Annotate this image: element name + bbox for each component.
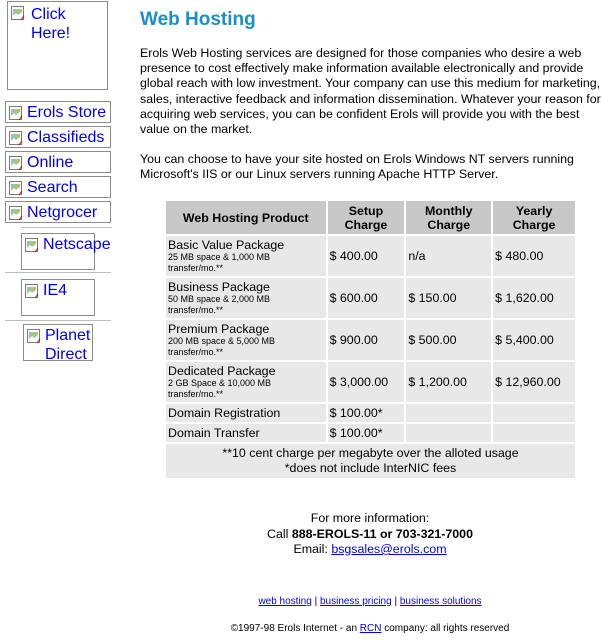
browser-label: Planet Direct	[45, 327, 91, 363]
email-link[interactable]: bsgsales@erols.com	[331, 542, 447, 556]
intro-paragraph: Erols Web Hosting services are designed for those companies who desire a web presence to cost effectively make information available electronically and provide global reach with low investment. Your company can use this medium for marketing, sales, interactive feedback and information dissemination. Whatever your reason for acquiring web services, you can be confident Erols will provide you with the best value on the market.	[140, 46, 601, 137]
footer-link-web-hosting[interactable]: web hosting	[258, 596, 312, 607]
empty-cell	[493, 404, 575, 422]
column-header: Monthly Charge	[406, 201, 491, 234]
product-cell	[166, 362, 326, 402]
table-row	[166, 278, 575, 318]
broken-image-icon	[25, 284, 39, 298]
footer-link-business-pricing[interactable]: business pricing	[319, 596, 392, 607]
monthly-cell: n/a	[406, 236, 491, 276]
setup-cell: $ 900.00	[328, 320, 405, 360]
table-row	[166, 424, 575, 442]
column-header: Yearly Charge	[493, 201, 575, 234]
column-header: Web Hosting Product	[166, 201, 326, 234]
click-here-label: Click Here!	[31, 6, 71, 42]
footnote-cell	[166, 444, 575, 478]
hosting-paragraph: You can choose to have your site hosted on Erols Windows NT servers running Microsoft's IIS or our Linux servers running Apache HTTP Server.	[140, 152, 574, 182]
broken-image-icon	[9, 181, 23, 195]
product-name: Dedicated Package	[168, 364, 276, 378]
product-name: Basic Value Package	[168, 238, 285, 252]
table-row	[166, 362, 575, 402]
empty-cell	[406, 424, 491, 442]
product-desc: 200 MB space & 5,000 MB transfer/mo.**	[168, 336, 276, 357]
link-separator: |	[311, 596, 320, 607]
setup-cell: $ 400.00	[328, 236, 405, 276]
footnote-internic: *does not include InterNIC fees	[284, 461, 457, 475]
call-prefix: Call	[267, 526, 292, 541]
footer-link-business-solutions[interactable]: business solutions	[399, 596, 482, 607]
product-name: Domain Transfer	[166, 424, 326, 442]
table-footnote-row	[166, 444, 575, 478]
broken-image-icon	[25, 238, 39, 252]
nav-divider	[5, 272, 111, 273]
contact-heading: For more information:	[310, 511, 430, 525]
nav-label: Online	[27, 154, 74, 171]
browser-label: Netscape	[43, 236, 111, 253]
rcn-link[interactable]: RCN	[359, 623, 382, 634]
nav-search[interactable]	[5, 176, 111, 198]
click-here-banner[interactable]	[7, 1, 108, 90]
setup-cell: $ 600.00	[328, 278, 405, 318]
copyright-suffix: company: all rights reserved	[381, 623, 510, 634]
copyright-prefix: ©1997-98 Erols Internet - an	[230, 623, 360, 634]
pricing-table	[164, 199, 577, 480]
table-header-row	[166, 201, 575, 234]
empty-cell	[406, 404, 491, 422]
product-name: Domain Registration	[166, 404, 326, 422]
copyright	[140, 623, 600, 634]
monthly-cell: $ 150.00	[406, 278, 491, 318]
product-desc: 25 MB space & 1,000 MB transfer/mo.**	[168, 252, 271, 273]
nav-label: Netgrocer	[27, 204, 98, 221]
product-name: Premium Package	[168, 322, 270, 336]
broken-image-icon	[11, 6, 25, 20]
product-desc: 50 MB space & 2,000 MB transfer/mo.**	[168, 294, 271, 315]
broken-image-icon	[27, 329, 41, 343]
product-cell	[166, 278, 326, 318]
nav-divider	[21, 227, 112, 228]
nav-erols-store[interactable]	[5, 101, 111, 123]
yearly-cell: $ 12,960.00	[493, 362, 575, 402]
page-title: Web Hosting	[140, 9, 256, 30]
yearly-cell: $ 480.00	[493, 236, 575, 276]
column-header: Setup Charge	[328, 201, 405, 234]
nav-label: Classifieds	[27, 129, 105, 146]
broken-image-icon	[9, 106, 23, 120]
yearly-cell: $ 1,620.00	[493, 278, 575, 318]
monthly-cell: $ 500.00	[406, 320, 491, 360]
contact-block	[140, 511, 600, 558]
setup-cell: $ 100.00*	[328, 424, 405, 442]
yearly-cell: $ 5,400.00	[493, 320, 575, 360]
table-row	[166, 236, 575, 276]
nav-netgrocer[interactable]	[5, 201, 111, 223]
product-desc: 2 GB Space & 10,000 MB transfer/mo.**	[168, 378, 272, 399]
setup-cell: $ 3,000.00	[328, 362, 405, 402]
planet-direct-button[interactable]	[23, 324, 93, 361]
footer-links	[140, 596, 600, 607]
phone-numbers: 888-EROLS-11 or 703-321-7000	[291, 526, 473, 541]
broken-image-icon	[9, 206, 23, 220]
ie4-download-button[interactable]	[21, 279, 95, 316]
nav-divider	[5, 320, 111, 321]
nav-online[interactable]	[5, 151, 111, 173]
footnote-usage: **10 cent charge per megabyte over the alloted usage	[222, 446, 519, 460]
netscape-download-button[interactable]	[21, 233, 111, 270]
nav-classifieds[interactable]	[5, 126, 111, 148]
link-separator: |	[391, 596, 400, 607]
monthly-cell: $ 1,200.00	[406, 362, 491, 402]
email-prefix: Email:	[293, 542, 332, 556]
product-cell	[166, 236, 326, 276]
broken-image-icon	[9, 156, 23, 170]
product-cell	[166, 320, 326, 360]
broken-image-icon	[9, 131, 23, 145]
browser-label: IE4	[43, 282, 68, 299]
product-name: Business Package	[168, 280, 270, 294]
table-row	[166, 320, 575, 360]
empty-cell	[493, 424, 575, 442]
nav-label: Erols Store	[27, 104, 107, 121]
setup-cell: $ 100.00*	[328, 404, 405, 422]
table-row	[166, 404, 575, 422]
nav-label: Search	[27, 179, 78, 196]
